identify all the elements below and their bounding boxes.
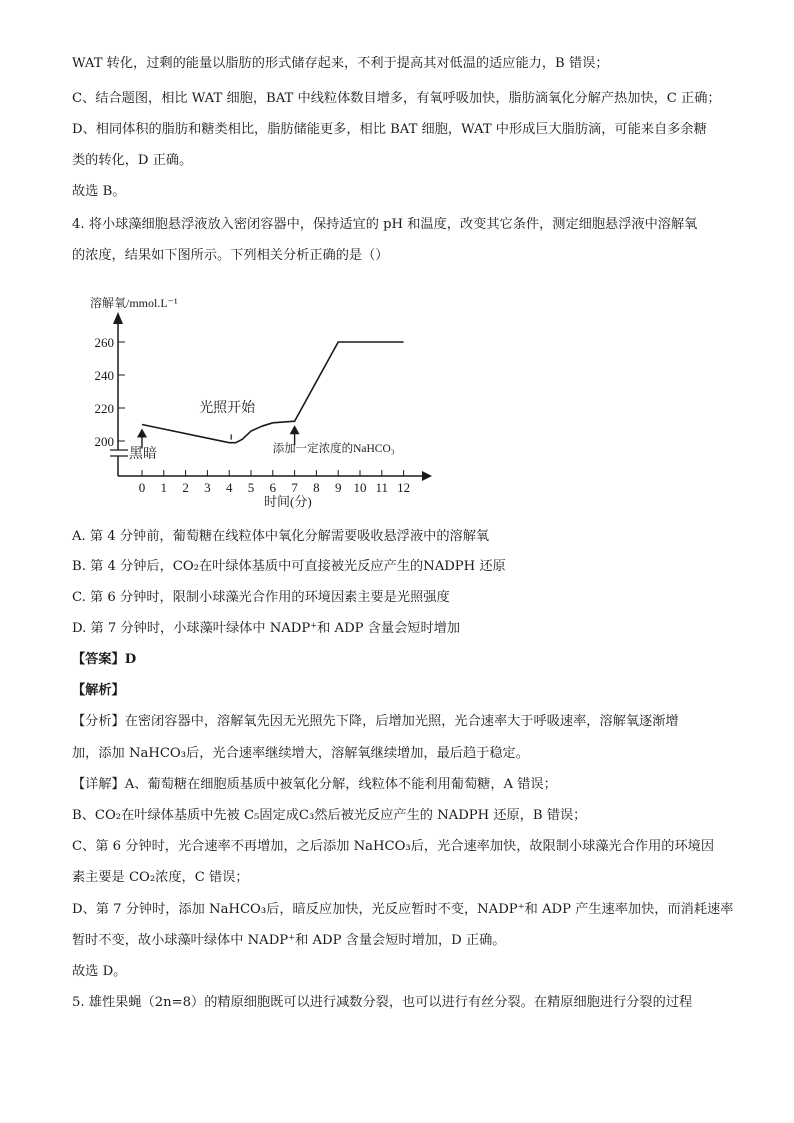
dark-label: 黑暗 [129,447,157,462]
x-tick-label: 1 [160,480,168,495]
text-line: A. 第 4 分钟前，葡萄糖在线粒体中氧化分解需要吸收悬浮液中的溶解氧 [72,529,490,544]
y-tick-label: 200 [94,434,114,449]
y-tick-label: 260 [94,335,114,350]
text-line: 的浓度，结果如下图所示。下列相关分析正确的是（） [72,248,389,263]
text-line: 故选 D。 [72,964,127,979]
chart-axes [90,295,432,509]
y-tick-label: 220 [94,401,114,416]
text-line: D、第 7 分钟时，添加 NaHCO₃后，暗反应加快，光反应暂时不变，NADP⁺和 ADP 产生速率加快，而消耗速率 [72,902,734,917]
x-tick-label: 11 [375,480,389,495]
x-tick-label: 2 [182,480,189,495]
text-line: 【详解】A、葡萄糖在细胞质基质中被氧化分解，线粒体不能利用葡萄糖，A 错误； [72,777,557,792]
text-line: WAT 转化，过剩的能量以脂肪的形式储存起来，不利于提高其对低温的适应能力，B 错误； [72,56,609,71]
text-line: 5. 雄性果蝇（2n=8）的精原细胞既可以进行减数分裂，也可以进行有丝分裂。在精原细胞进行分裂的过程 [72,995,693,1010]
text-line: 加，添加 NaHCO₃后，光合速率继续增大，溶解氧继续增加，最后趋于稳定。 [72,746,529,761]
y-axis-arrow [113,312,123,324]
x-tick-label: 8 [313,480,320,495]
x-tick-label: 7 [291,480,298,495]
x-tick-label: 3 [204,480,211,495]
x-tick-label: 0 [138,480,146,495]
text-line: 4. 将小球藻细胞悬浮液放入密闭容器中，保持适宜的 pH 和温度，改变其它条件，测定细胞悬浮液中溶解氧 [72,217,698,232]
x-tick-label: 4 [225,480,233,495]
text-line: C. 第 6 分钟时，限制小球藻光合作用的环境因素主要是光照强度 [72,590,450,605]
x-axis-arrow [422,471,432,481]
text-line: B、CO₂在叶绿体基质中先被 C₅固定成C₃然后被光反应产生的 NADPH 还原，B 错误； [72,808,587,823]
text-line: 【分析】在密闭容器中，溶解氧先因无光照先下降，后增加光照，光合速率大于呼吸速率，溶解氧逐渐增 [72,714,679,729]
dissolved-oxygen-chart [88,290,433,512]
text-line: D、相同体积的脂肪和糖类相比，脂肪储能更多，相比 BAT 细胞，WAT 中形成巨大脂肪滴，可能来自多余糖 [72,122,707,137]
x-tick-label: 10 [353,480,367,495]
text-line: 【答案】D [72,652,137,667]
axis-break-gap [112,450,124,456]
x-tick-label: 6 [269,480,277,495]
text-line: 【解析】 [72,683,125,698]
dark-arrow-head [137,429,147,438]
nahco3-label: 添加一定浓度的NaHCO₃ [272,443,395,455]
series-line [142,342,404,443]
x-tick-label: 12 [397,480,411,495]
text-line: C、第 6 分钟时，光合速率不再增加，之后添加 NaHCO₃后，光合速率加快，故限制小球藻光合作用的环境因 [72,839,715,854]
text-line: 暂时不变，故小球藻叶绿体中 NADP⁺和 ADP 含量会短时增加，D 正确。 [72,933,506,948]
y-axis-label: 溶解氧/mmol.L⁻¹ [90,296,178,310]
light-on-label: 光照开始 [199,401,256,416]
chart-plot [142,342,404,443]
text-line: 素主要是 CO₂浓度，C 错误； [72,870,249,885]
text-line: 故选 B。 [72,184,126,199]
x-axis-label: 时间(分) [264,494,312,509]
text-line: C、结合题图，相比 WAT 细胞，BAT 中线粒体数目增多，有氧呼吸加快，脂肪滴氧化分解产热加快，C 正确； [72,91,721,106]
y-tick-label: 240 [94,368,114,383]
text-line: B. 第 4 分钟后，CO₂在叶绿体基质中可直接被光反应产生的NADPH 还原 [72,559,506,574]
nahco3-arrow-head [290,425,300,434]
x-tick-label: 9 [334,480,342,495]
text-line: 类的转化，D 正确。 [72,153,193,168]
x-tick-label: 5 [247,480,255,495]
text-line: D. 第 7 分钟时，小球藻叶绿体中 NADP⁺和 ADP 含量会短时增加 [72,621,461,636]
